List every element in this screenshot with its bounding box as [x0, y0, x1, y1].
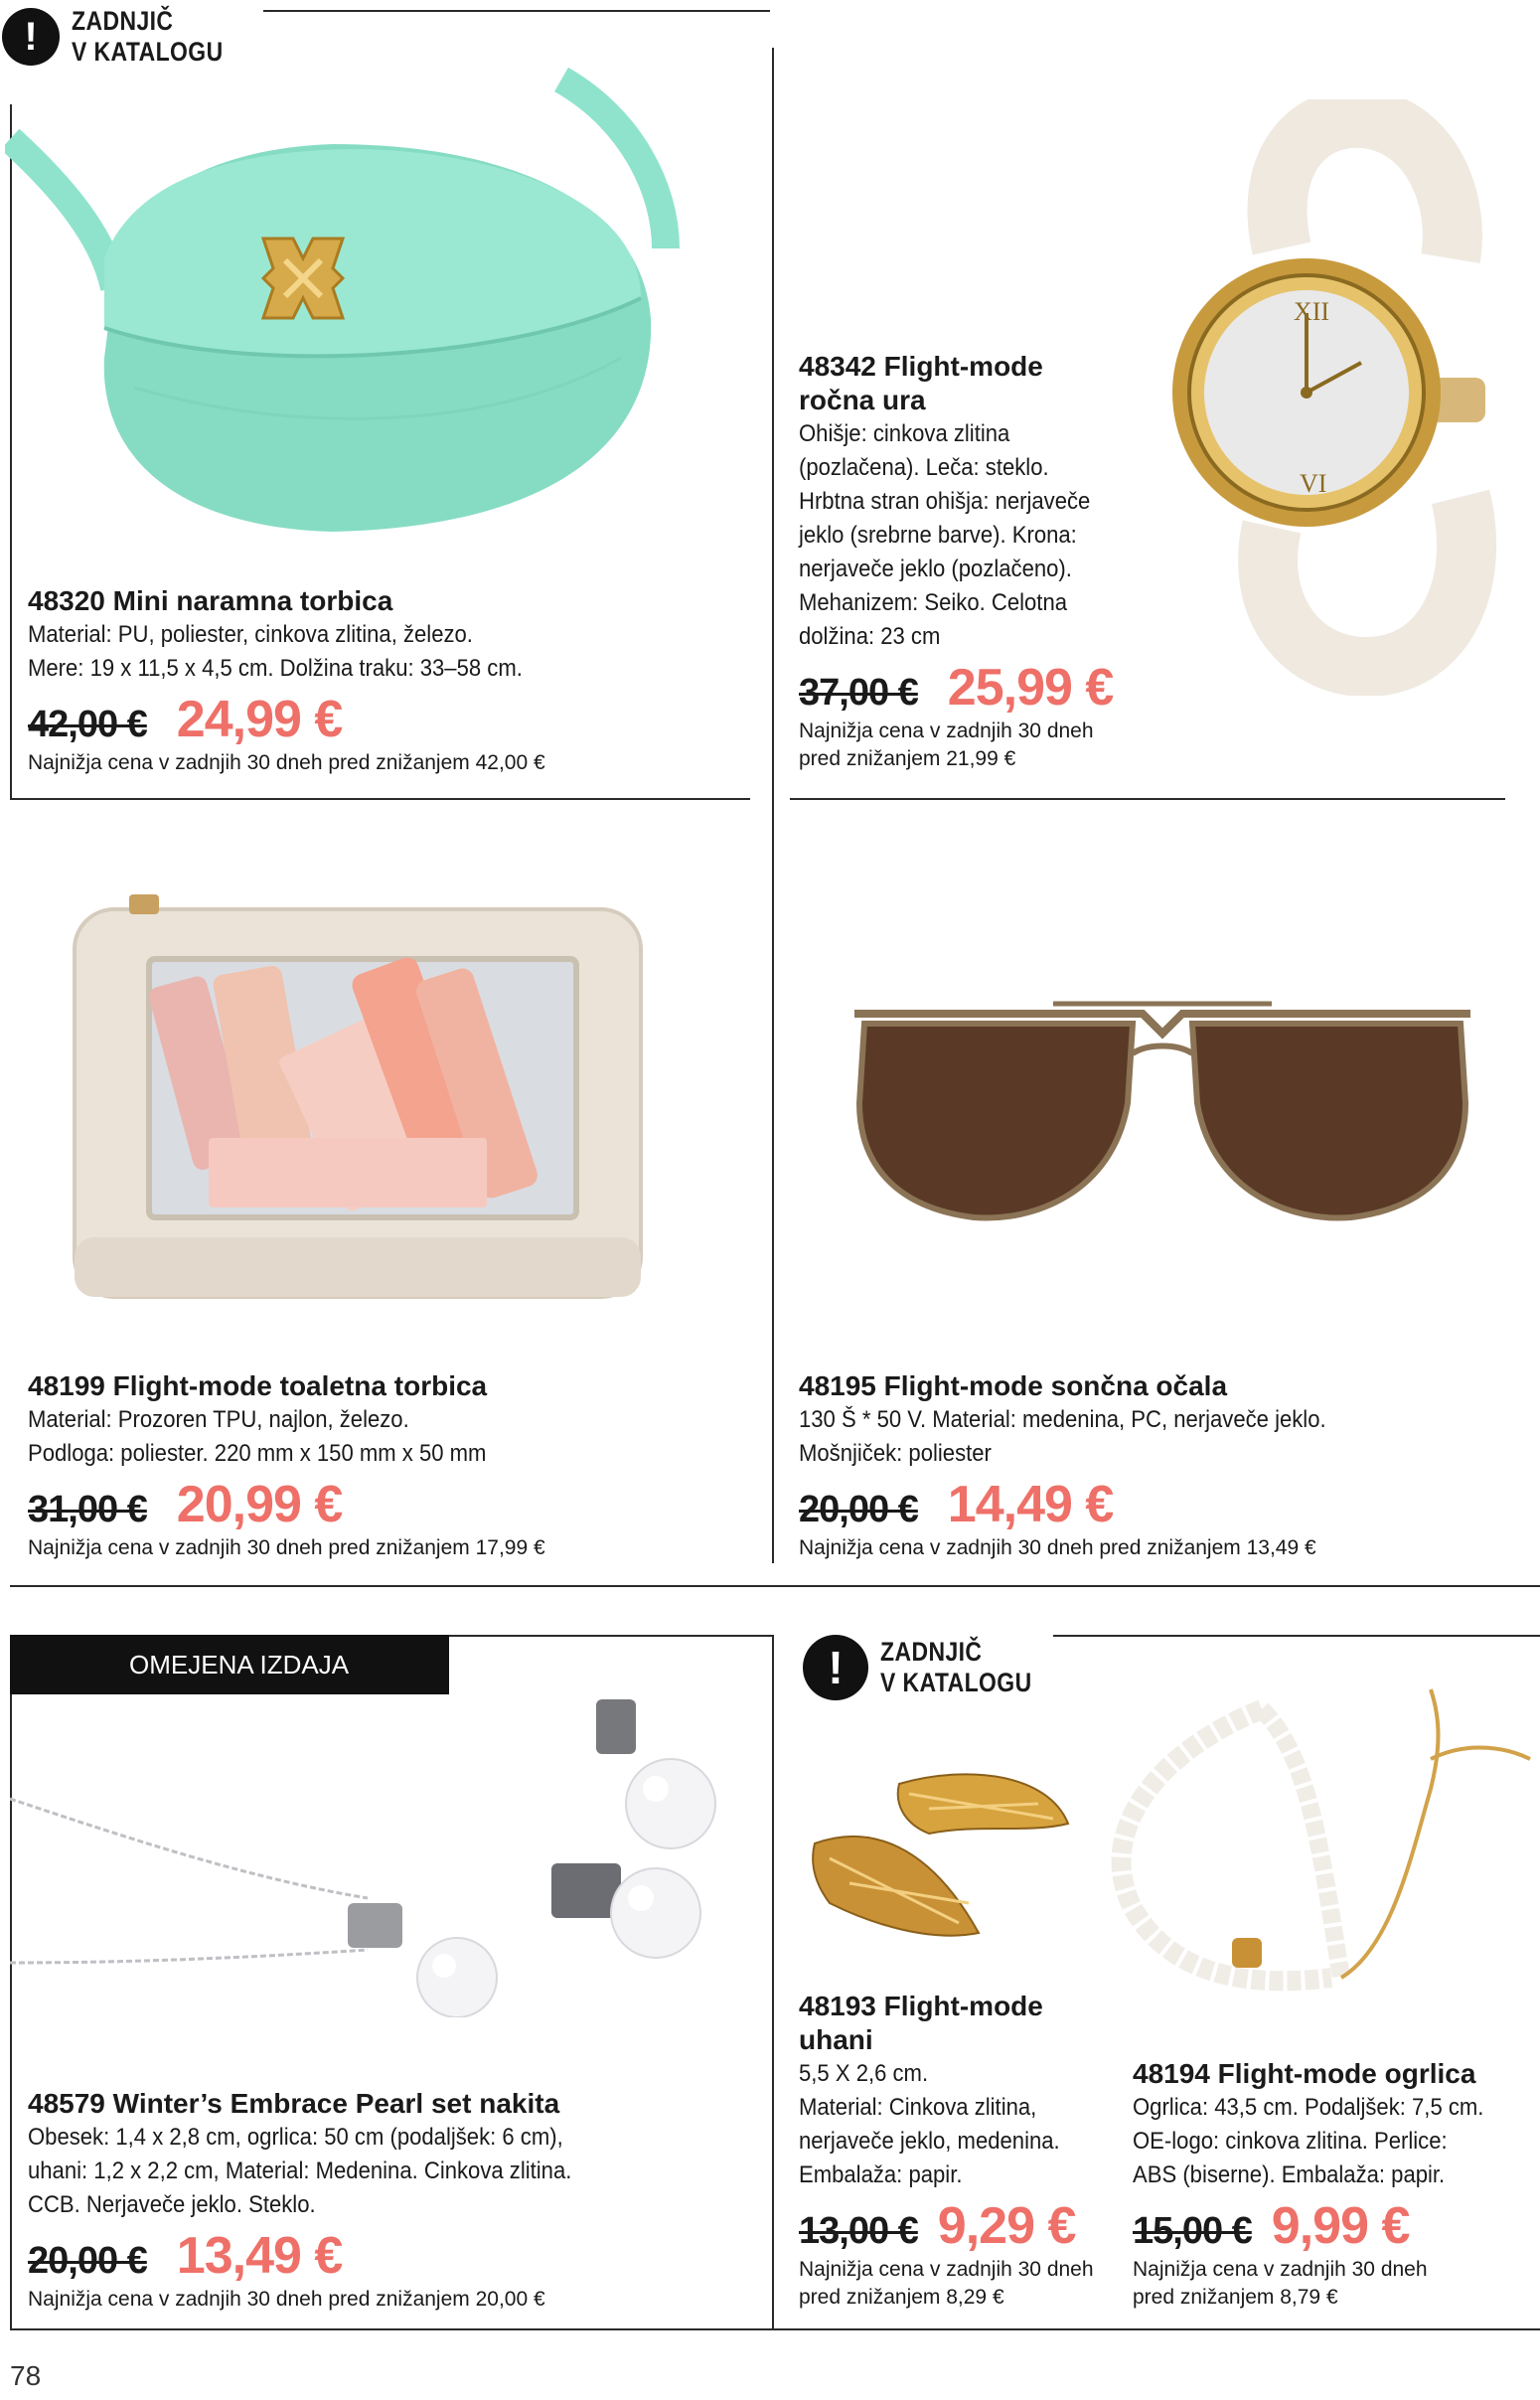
product-code: 48199: [28, 1370, 105, 1401]
divider-mid-top: [447, 1635, 772, 1637]
old-price: 42,00 €: [28, 704, 147, 745]
product-description: Material: Prozoren TPU, najlon, železo. Podloga: poliester. 220 mm x 150 mm x 50 mm: [28, 1406, 487, 1467]
product-48194: [1133, 2057, 1535, 2312]
price-row: [28, 1475, 753, 1534]
exclamation-icon: !: [803, 1635, 868, 1700]
price-row: [1133, 2196, 1535, 2256]
old-price: 20,00 €: [799, 1489, 918, 1530]
baroque-pearl-necklace-image[interactable]: [1093, 1680, 1540, 2007]
new-price: 24,99 €: [176, 691, 343, 748]
mint-bag-image[interactable]: [5, 60, 681, 557]
product-name: Flight-mode uhani: [799, 1991, 1043, 2055]
product-code: 48194: [1133, 2058, 1210, 2089]
product-description: Ohišje: cinkova zlitina (pozlačena). Leča: steklo. Hrbtna stran ohišja: nerjaveče jeklo (srebrne barve). Krona: nerjaveče jeklo (pozlačeno). Mehanizem: Seiko. Celotna dolžina: 23 cm: [799, 420, 1091, 650]
price-row: [28, 2226, 763, 2286]
pearl-set-image[interactable]: [10, 1689, 725, 2017]
product-description: Material: PU, poliester, cinkova zlitina, železo. Mere: 19 x 11,5 x 4,5 cm. Dolžina traku: 33–58 cm.: [28, 621, 523, 682]
new-price: 13,49 €: [176, 2227, 343, 2285]
product-name: Flight-mode ogrlica: [1217, 2058, 1476, 2089]
product-title[interactable]: [28, 2087, 763, 2121]
product-48342: [799, 350, 1156, 773]
old-price: 20,00 €: [28, 2240, 147, 2282]
limited-edition-label: OMEJENA IZDAJA: [129, 1649, 350, 1680]
old-price: 31,00 €: [28, 1489, 147, 1530]
new-price: 25,99 €: [947, 659, 1114, 717]
divider-center-top: [772, 48, 774, 1563]
product-48199: [28, 1369, 753, 1562]
exclamation-icon: !: [2, 8, 60, 66]
old-price: 37,00 €: [799, 672, 918, 714]
product-code: 48320: [28, 585, 105, 616]
lowest-price-note: Najnižja cena v zadnjih 30 dneh pred znižanjem 8,79 €: [1133, 2258, 1428, 2309]
svg-text:XII: XII: [1294, 297, 1330, 326]
product-code: 48195: [799, 1370, 876, 1401]
badge-label: ZADNJIČ V KATALOGU: [72, 6, 224, 67]
price-row: [799, 1475, 1524, 1534]
price-row: [799, 2196, 1127, 2256]
product-48579: [28, 2087, 763, 2314]
product-title[interactable]: [28, 584, 753, 618]
new-price: 14,49 €: [947, 1476, 1114, 1533]
product-48320: [28, 584, 753, 777]
divider-mid-top-right: [1053, 1635, 1540, 1637]
sunglasses-image[interactable]: [835, 994, 1490, 1242]
new-price: 9,99 €: [1271, 2197, 1410, 2255]
product-code: 48193: [799, 1991, 876, 2021]
product-title[interactable]: [799, 350, 1156, 417]
old-price: 13,00 €: [799, 2210, 918, 2252]
toiletry-bag-image[interactable]: [70, 889, 646, 1317]
limited-edition-banner: [10, 1635, 449, 1694]
old-price: 15,00 €: [1133, 2210, 1252, 2252]
svg-text:VI: VI: [1300, 469, 1327, 498]
product-title[interactable]: [1133, 2057, 1535, 2091]
price-row: [28, 690, 753, 749]
lowest-price-note: Najnižja cena v zadnjih 30 dneh pred znižanjem 20,00 €: [28, 2288, 545, 2311]
lowest-price-note: Najnižja cena v zadnjih 30 dneh pred znižanjem 42,00 €: [28, 751, 545, 774]
new-price: 9,29 €: [937, 2197, 1076, 2255]
lowest-price-note: Najnižja cena v zadnjih 30 dneh pred znižanjem 8,29 €: [799, 2258, 1094, 2309]
last-in-catalog-badge-top: [2, 6, 250, 68]
product-description: 130 Š * 50 V. Material: medenina, PC, nerjaveče jeklo. Mošnjiček: poliester: [799, 1406, 1326, 1467]
product-description: Ogrlica: 43,5 cm. Podaljšek: 7,5 cm. OE-logo: cinkova zlitina. Perlice: ABS (biserne). Embalaža: papir.: [1133, 2094, 1484, 2188]
price-row: [799, 658, 1156, 718]
divider-row2: [10, 1585, 1540, 1587]
product-code: 48342: [799, 351, 876, 382]
product-description: 5,5 X 2,6 cm. Material: Cinkova zlitina, nerjaveče jeklo, medenina. Embalaža: papir.: [799, 2060, 1060, 2188]
last-in-catalog-badge-mid: [803, 1635, 1059, 1700]
product-name: Flight-mode ročna ura: [799, 351, 1043, 415]
divider-row1-right: [790, 798, 1505, 800]
product-48195: [799, 1369, 1524, 1562]
product-name: Mini naramna torbica: [112, 585, 393, 616]
divider-top: [263, 10, 770, 12]
gold-earrings-image[interactable]: [810, 1764, 1088, 1963]
product-48193: [799, 1990, 1127, 2312]
product-description: Obesek: 1,4 x 2,8 cm, ogrlica: 50 cm (podaljšek: 6 cm), uhani: 1,2 x 2,2 cm, Material: Medenina. Cinkova zlitina. CCB. Nerjaveče jeklo. Steklo.: [28, 2124, 572, 2218]
product-title[interactable]: [799, 1369, 1524, 1403]
product-title[interactable]: [799, 1990, 1127, 2057]
lowest-price-note: Najnižja cena v zadnjih 30 dneh pred znižanjem 17,99 €: [28, 1536, 545, 1559]
page-number: 78: [10, 2360, 42, 2391]
product-code: 48579: [28, 2088, 105, 2119]
divider-bottom: [10, 2328, 1540, 2330]
divider-row1: [10, 798, 750, 800]
product-name: Flight-mode toaletna torbica: [112, 1370, 488, 1401]
divider-center-bottom: [772, 1635, 774, 2330]
watch-image[interactable]: [1162, 99, 1500, 696]
product-title[interactable]: [28, 1369, 753, 1403]
product-name: Flight-mode sončna očala: [883, 1370, 1228, 1401]
badge-label: ZADNJIČ V KATALOGU: [880, 1637, 1032, 1697]
product-name: Winter’s Embrace Pearl set nakita: [112, 2088, 560, 2119]
new-price: 20,99 €: [176, 1476, 343, 1533]
lowest-price-note: Najnižja cena v zadnjih 30 dneh pred znižanjem 21,99 €: [799, 720, 1094, 770]
lowest-price-note: Najnižja cena v zadnjih 30 dneh pred znižanjem 13,49 €: [799, 1536, 1316, 1559]
